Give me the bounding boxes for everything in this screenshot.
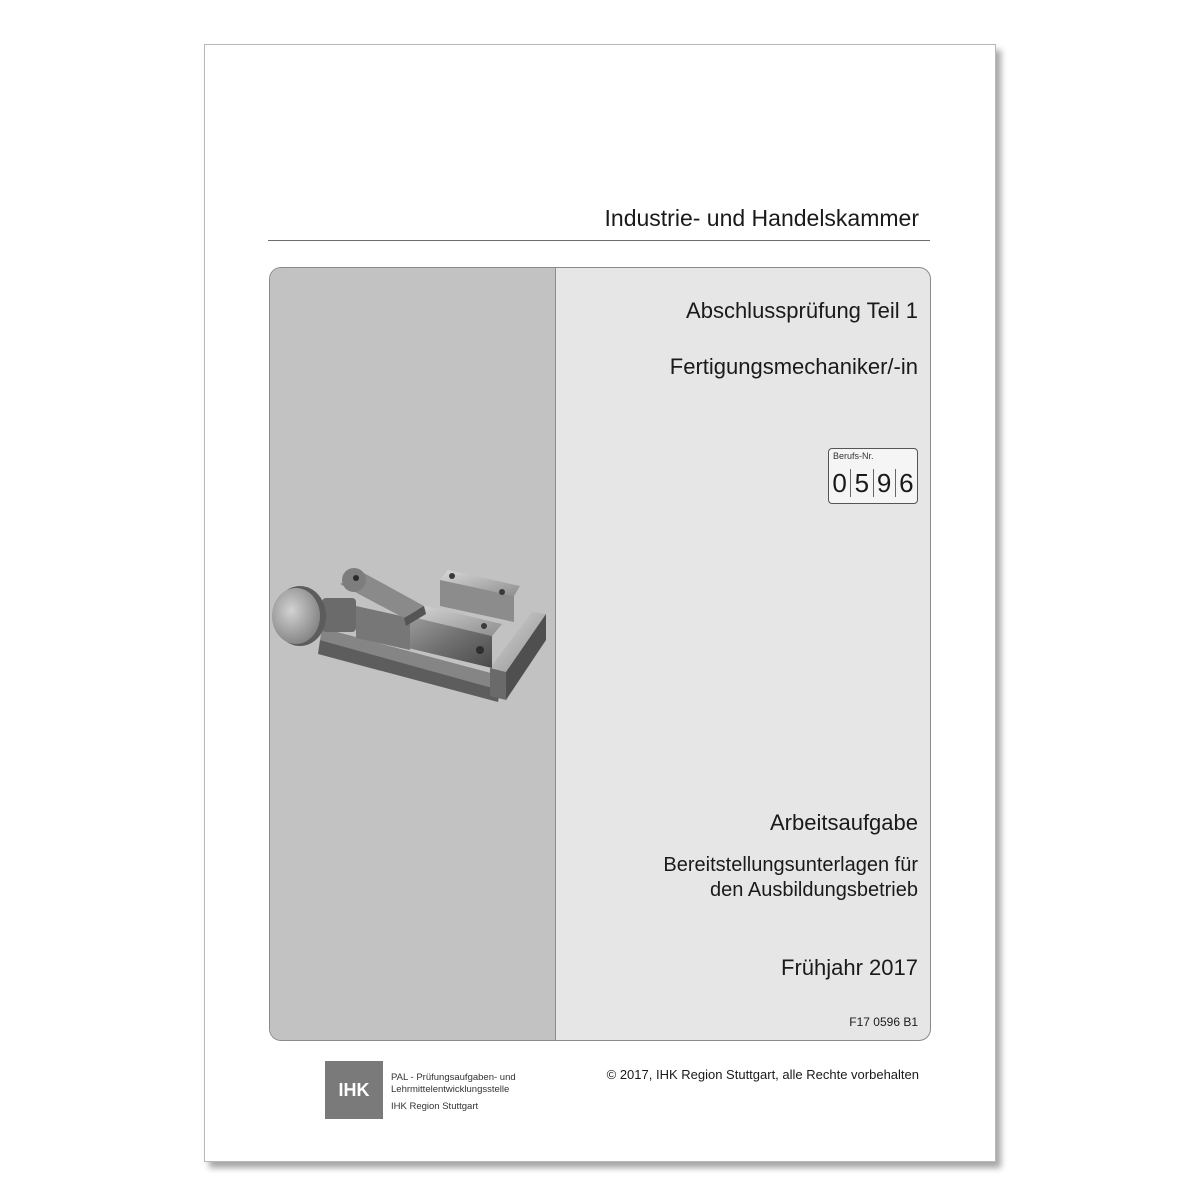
job-number-digit: 6 [895, 469, 917, 497]
document-code: F17 0596 B1 [849, 1015, 918, 1029]
header-divider [268, 240, 930, 241]
task-description-line: Bereitstellungsunterlagen für [663, 854, 918, 876]
job-number-digit: 5 [850, 469, 872, 497]
logo-line: IHK Region Stuttgart [391, 1101, 479, 1112]
photo-column [270, 268, 556, 1040]
task-description-line: den Ausbildungsbetrieb [710, 879, 918, 901]
ihk-logo-mark: IHK [325, 1061, 383, 1119]
logo-text [391, 1072, 516, 1113]
task-description [663, 853, 918, 903]
logo-line: PAL - Prüfungsaufgaben- und [391, 1072, 516, 1083]
job-number-digits [829, 469, 917, 497]
job-number-box [828, 448, 918, 504]
document-page [204, 44, 996, 1162]
job-number-digit: 0 [832, 468, 847, 498]
logo-line: Lehrmittelentwicklungsstelle [391, 1084, 510, 1095]
organization-name: Industrie- und Handelskammer [604, 205, 919, 231]
exam-season: Frühjahr 2017 [781, 955, 918, 980]
job-number-digit: 9 [873, 469, 895, 497]
exam-title: Abschlussprüfung Teil 1 [686, 298, 918, 323]
job-number-label: Berufs-Nr. [833, 451, 874, 461]
cover-panel [269, 267, 931, 1041]
task-title: Arbeitsaufgabe [770, 810, 918, 835]
occupation-title: Fertigungsmechaniker/-in [669, 354, 918, 379]
copyright-notice: © 2017, IHK Region Stuttgart, alle Rechte vorbehalten [606, 1067, 919, 1082]
workpiece-photo [270, 540, 555, 720]
